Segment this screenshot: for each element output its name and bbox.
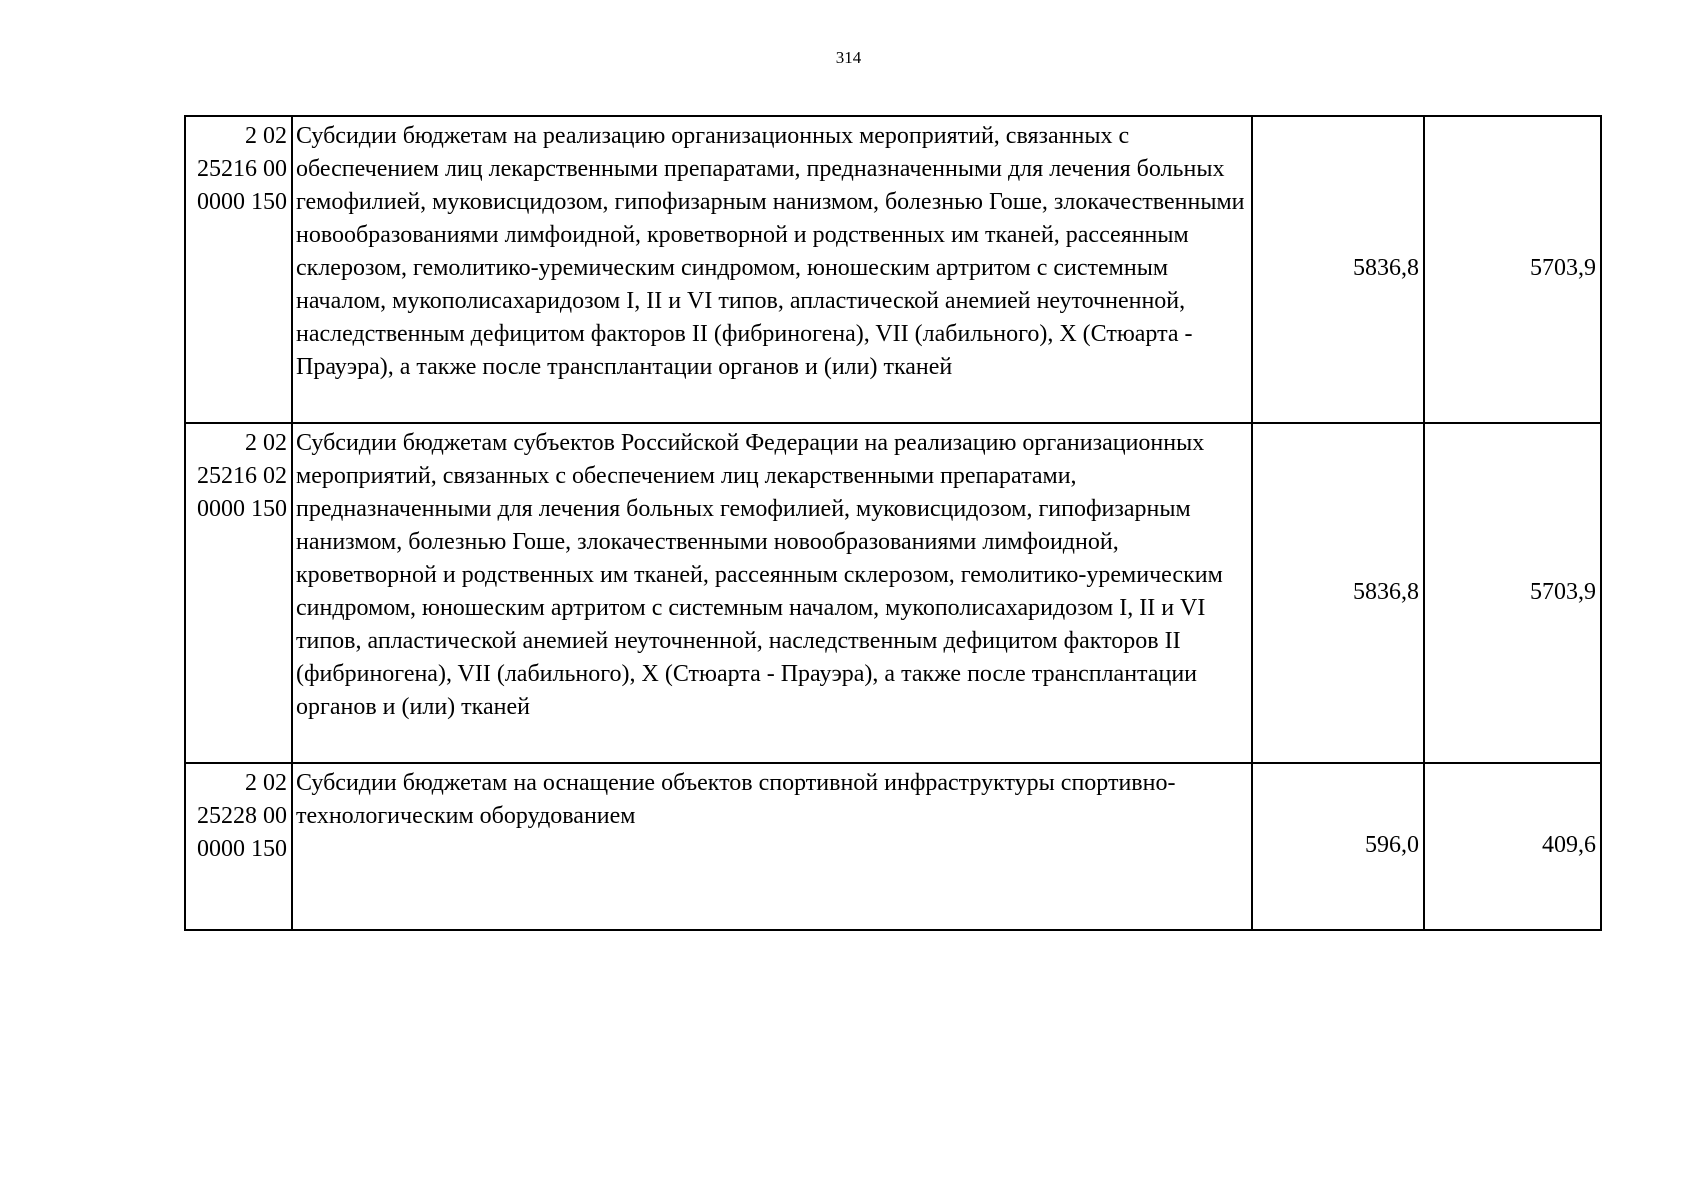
budget-code-line: 25216 00: [197, 156, 287, 182]
budget-code-line: 2 02: [245, 770, 287, 796]
budget-code-line: 2 02: [245, 430, 287, 456]
value-cell-1: 5836,8: [1252, 423, 1424, 763]
value-cell-2: 409,6: [1424, 763, 1601, 930]
value-cell-2: 5703,9: [1424, 423, 1601, 763]
value-cell-2: 5703,9: [1424, 116, 1601, 423]
budget-table: [184, 115, 1602, 931]
budget-code-line: 2 02: [245, 123, 287, 149]
page-number: 314: [835, 48, 862, 67]
table-row: [185, 423, 1601, 763]
value-cell-1: 5836,8: [1252, 116, 1424, 423]
item-name-cell: Субсидии бюджетам на оснащение объектов спортивной инфраструктуры спортивно-технологическим оборудованием: [292, 763, 1252, 930]
table-row: [185, 116, 1601, 423]
table-row: [185, 763, 1601, 930]
budget-code-cell: [185, 116, 292, 423]
budget-code-cell: [185, 423, 292, 763]
budget-code-line: 25216 02: [197, 463, 287, 489]
budget-code-cell: [185, 763, 292, 930]
budget-code-line: 0000 150: [197, 836, 287, 862]
item-name-cell: Субсидии бюджетам субъектов Российской Федерации на реализацию организационных мероприятий, связанных с обеспечением лиц лекарственными препаратами, предназначенными для лечения больных гемофилией, муковисцидозом, гипофизарным нанизмом, болезнью Гоше, злокачественными новообразованиями лимфоидной, кроветворной и родственных им тканей, рассеянным склерозом, гемолитико-уремическим синдромом, юношеским артритом с системным началом, мукополисахаридозом I, II и VI типов, апластической анемией неуточненной, наследственным дефицитом факторов II (фибриногена), VII (лабильного), X (Стюарта - Прауэра), а также после трансплантации органов и (или) тканей: [292, 423, 1252, 763]
budget-code-line: 0000 150: [197, 496, 287, 522]
item-name-cell: Субсидии бюджетам на реализацию организационных мероприятий, связанных с обеспечением лиц лекарственными препаратами, предназначенными для лечения больных гемофилией, муковисцидозом, гипофизарным нанизмом, болезнью Гоше, злокачественными новообразованиями лимфоидной, кроветворной и родственных им тканей, рассеянным склерозом, гемолитико-уремическим синдромом, юношеским артритом с системным началом, мукополисахаридозом I, II и VI типов, апластической анемией неуточненной, наследственным дефицитом факторов II (фибриногена), VII (лабильного), X (Стюарта - Прауэра), а также после трансплантации органов и (или) тканей: [292, 116, 1252, 423]
value-cell-1: 596,0: [1252, 763, 1424, 930]
budget-code-line: 0000 150: [197, 189, 287, 215]
budget-code-line: 25228 00: [197, 803, 287, 829]
